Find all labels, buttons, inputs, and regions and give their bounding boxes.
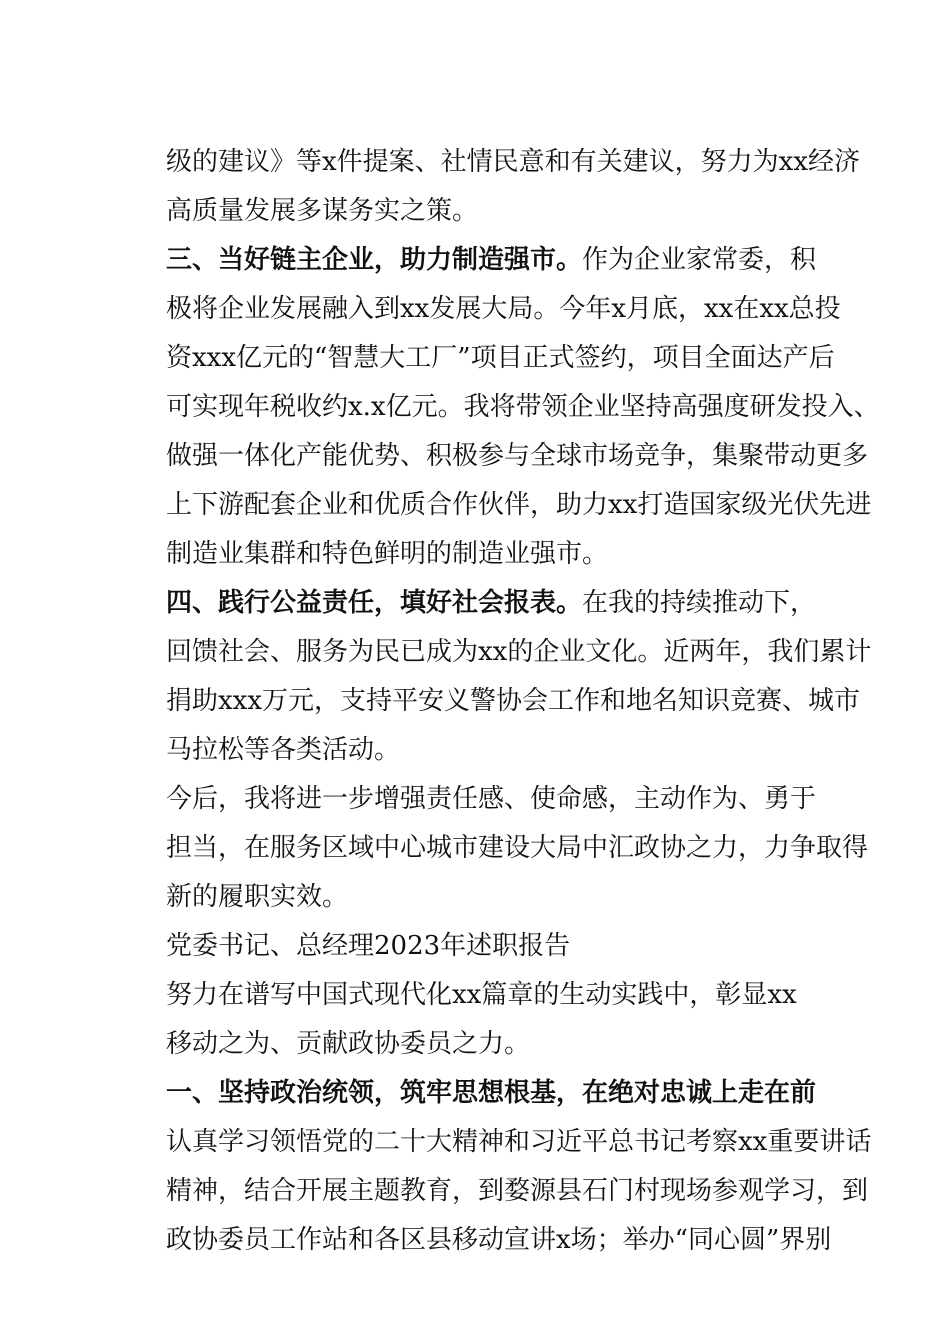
paragraph-line: 资xxx亿元的“智慧大工厂”项目正式签约，项目全面达产后	[166, 343, 835, 373]
paragraph-line	[166, 244, 950, 276]
paragraph-line: 可实现年税收约x.x亿元。我将带领企业坚持高强度研发投入、	[166, 392, 880, 422]
heading-continuation: 在我的持续推动下，	[582, 588, 817, 618]
paragraph-line: 认真学习领悟党的二十大精神和习近平总书记考察xx重要讲话	[166, 1127, 872, 1157]
paragraph-line	[166, 587, 950, 619]
paragraph-line: 制造业集群和特色鲜明的制造业强市。	[166, 539, 609, 569]
paragraph-line: 上下游配套企业和优质合作伙伴，助力xx打造国家级光伏先进	[166, 490, 872, 520]
paragraph-line: 政协委员工作站和各区县移动宣讲x场；举办“同心圆”界别	[166, 1225, 832, 1255]
paragraph-line: 高质量发展多谋务实之策。	[166, 196, 479, 226]
paragraph-line: 极将企业发展融入到xx发展大局。今年x月底，xx在xx总投	[166, 294, 841, 324]
section-heading: 一、坚持政治统领，筑牢思想根基，在绝对忠诚上走在前	[166, 1078, 817, 1108]
paragraph-line: 今后，我将进一步增强责任感、使命感，主动作为、勇于	[166, 784, 817, 814]
report-title: 党委书记、总经理2023年述职报告	[166, 931, 571, 961]
heading-continuation: 作为企业家常委，积	[582, 245, 817, 275]
section-heading: 四、践行公益责任，填好社会报表。	[166, 588, 583, 618]
paragraph-line: 新的履职实效。	[166, 882, 349, 912]
paragraph-line: 马拉松等各类活动。	[166, 735, 401, 765]
paragraph-line: 移动之为、贡献政协委员之力。	[166, 1029, 531, 1059]
paragraph-line: 回馈社会、服务为民已成为xx的企业文化。近两年，我们累计	[166, 637, 872, 667]
paragraph-line: 担当，在服务区域中心城市建设大局中汇政协之力，力争取得	[166, 833, 869, 863]
paragraph-line: 精神，结合开展主题教育，到婺源县石门村现场参观学习，到	[166, 1176, 869, 1206]
paragraph-line: 努力在谱写中国式现代化xx篇章的生动实践中，彰显xx	[166, 980, 797, 1010]
section-heading: 三、当好链主企业，助力制造强市。	[166, 245, 583, 275]
paragraph-line: 做强一体化产能优势、积极参与全球市场竞争，集聚带动更多	[166, 441, 869, 471]
paragraph-line: 捐助xxx万元，支持平安义警协会工作和地名知识竞赛、城市	[166, 686, 860, 716]
paragraph-line: 级的建议》等x件提案、社情民意和有关建议，努力为xx经济	[166, 147, 860, 177]
